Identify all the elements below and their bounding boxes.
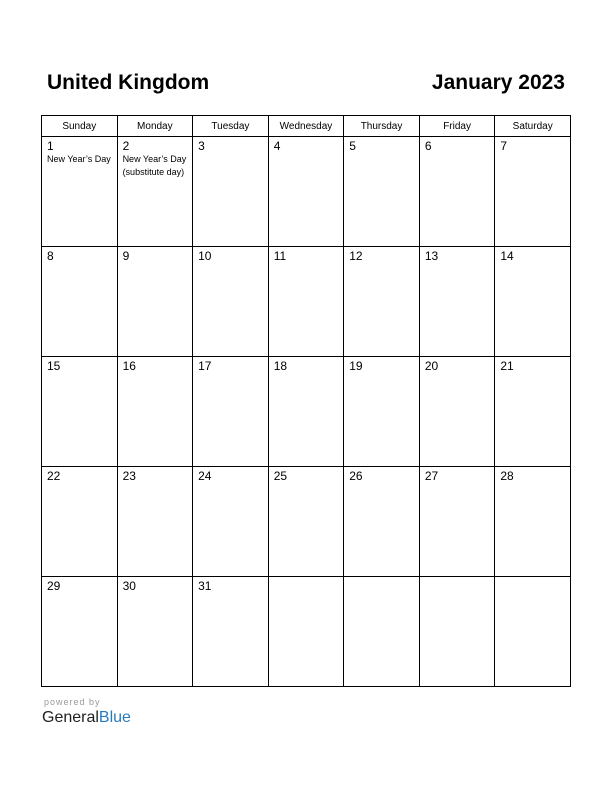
day-cell: [193, 357, 269, 467]
day-cell: [117, 577, 193, 687]
day-number: 30: [122, 579, 136, 593]
day-number: 27: [424, 469, 439, 483]
weekday-monday: Monday: [117, 116, 193, 137]
day-number: 7: [500, 139, 508, 153]
day-number: 18: [273, 359, 288, 373]
day-cell: [419, 357, 495, 467]
country-title: United Kingdom: [47, 71, 210, 94]
day-number: 10: [198, 249, 212, 263]
day-cell: [495, 467, 571, 577]
day-cell: [117, 247, 193, 357]
holiday-label: New Year’s Day: [47, 154, 111, 164]
day-cell: [42, 357, 118, 467]
day-number: 22: [47, 469, 61, 483]
logo-general-text: General: [42, 709, 99, 726]
day-cell: [42, 577, 118, 687]
day-number: 15: [47, 359, 61, 373]
day-number: 31: [198, 579, 212, 593]
day-number: 2: [122, 139, 130, 153]
day-number: 23: [122, 469, 136, 483]
day-number: 1: [47, 139, 54, 153]
week-row: [42, 577, 571, 687]
day-number: 4: [273, 139, 281, 153]
weekday-wednesday: Wednesday: [268, 116, 344, 137]
day-cell: [344, 247, 420, 357]
day-cell: [344, 357, 420, 467]
day-cell: [117, 467, 193, 577]
day-cell: [419, 247, 495, 357]
day-number: 3: [198, 139, 205, 153]
day-cell: [117, 357, 193, 467]
weekday-sunday: Sunday: [42, 116, 118, 137]
day-number: 12: [349, 249, 363, 263]
day-cell: [42, 247, 118, 357]
day-cell: [42, 467, 118, 577]
powered-by-text: powered by: [44, 697, 101, 707]
day-number: 29: [47, 579, 61, 593]
day-cell: [419, 137, 495, 247]
day-cell: [344, 467, 420, 577]
day-number: 17: [198, 359, 212, 373]
day-cell: [193, 247, 269, 357]
day-number: 21: [500, 359, 514, 373]
day-cell: [495, 577, 571, 687]
day-cell: [419, 467, 495, 577]
day-number: 24: [198, 469, 212, 483]
holiday-label: New Year’s Day (substitute day): [122, 154, 187, 177]
generalblue-logo: [42, 709, 131, 727]
day-number: 13: [424, 249, 439, 263]
calendar-grid: [41, 115, 571, 687]
day-cell: [193, 137, 269, 247]
day-number: 26: [349, 469, 363, 483]
day-number: 6: [424, 139, 432, 153]
month-year-title: January 2023: [431, 71, 565, 94]
day-cell: [268, 247, 344, 357]
day-number: 11: [273, 249, 287, 263]
weekday-friday: Friday: [419, 116, 495, 137]
weekday-tuesday: Tuesday: [193, 116, 269, 137]
day-cell: [268, 357, 344, 467]
day-cell: [268, 577, 344, 687]
day-number: 19: [349, 359, 363, 373]
day-number: 9: [122, 249, 130, 263]
day-cell: [344, 577, 420, 687]
day-cell: [495, 137, 571, 247]
week-row: [42, 137, 571, 247]
logo-blue-text: Blue: [98, 709, 131, 726]
day-cell: [193, 577, 269, 687]
weekday-header-row: [42, 116, 571, 137]
weekday-thursday: Thursday: [344, 116, 420, 137]
day-cell: [42, 137, 118, 247]
day-cell: [344, 137, 420, 247]
day-number: 20: [424, 359, 439, 373]
day-cell: [495, 247, 571, 357]
week-row: [42, 467, 571, 577]
week-row: [42, 247, 571, 357]
day-cell: [268, 467, 344, 577]
day-cell: [117, 137, 193, 247]
day-cell: [268, 137, 344, 247]
day-cell: [419, 577, 495, 687]
day-number: 14: [500, 249, 514, 263]
day-number: 16: [122, 359, 136, 373]
day-number: 5: [349, 139, 356, 153]
day-number: 28: [500, 469, 514, 483]
day-number: 25: [273, 469, 288, 483]
day-cell: [193, 467, 269, 577]
day-number: 8: [47, 249, 54, 263]
week-row: [42, 357, 571, 467]
day-cell: [495, 357, 571, 467]
weekday-saturday: Saturday: [495, 116, 571, 137]
